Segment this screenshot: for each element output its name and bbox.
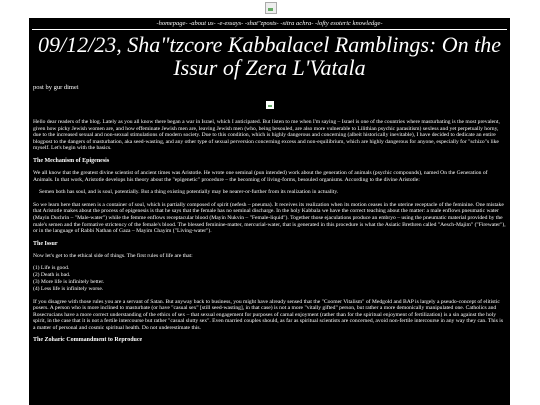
section-heading-issur: The Issur bbox=[33, 240, 58, 247]
section-paragraph: If you disagree with those rules you are a servant of Satan. But anyway back to business, you might have already sensed that the "Coomer Vitalism" of Medgold and BAP is largely a pseudo-concept of elitistic posers. A person who is more inclined to masturbate (or have "casual sex" [still seed-wasting], in that case) is not a more "vitally gifted" person, but rather a more demonically manipulated one. Catholics and Rosecrucians have a more correct understanding of the ethics of sex – that sexual engagement for purposes of carnal enjoyment (rather than for the spiritual enjoyment of fertilization) is a sin against the holy spirit, in the case that it is not a fertile intercourse but rather "casual slutty sex". Even married couples should, as far as spiritual scientists are concerned, avoid non-fertile intercourse in any way they can. This is a matter of personal and cosmic spiritual health. Do not underestimate this. bbox=[33, 298, 503, 331]
aristotle-quote: Semen both has soul, and is soul, potentially. But a thing existing potentially may be nearer-or-further from its realization in actuality. bbox=[39, 189, 339, 196]
post-byline: post by gur dimei bbox=[33, 84, 79, 91]
nav-link-shatzposts[interactable]: -shat"zposts- bbox=[244, 20, 279, 27]
nav-link-homepage[interactable]: -homepage- bbox=[156, 20, 188, 27]
broken-image-icon bbox=[265, 2, 277, 14]
nav-link-e-essays[interactable]: -e-essays- bbox=[217, 20, 244, 27]
list-item: (4) Less life is infinitely worse. bbox=[33, 285, 104, 292]
section-heading-epigenesis: The Mechanism of Epigenesis bbox=[33, 157, 110, 164]
section-heading-zoharic-commandment: The Zoharic Commandment to Reproduce bbox=[33, 337, 143, 344]
nav-link-lofty-esoteric-knowledge[interactable]: -lofty esoteric knowledge- bbox=[315, 20, 383, 27]
list-item: (2) Death is bad. bbox=[33, 272, 71, 279]
section-paragraph: We all know that the greatest divine scientist of ancient times was Aristotle. He wrote one seminal (pun intended) work about the generation of animals (psychic compounds), named On the Generation of Animals. In that work, Aristotle develops his theory about the "epigenetic" procedure – the becoming of living-forms, besouled organisms. According to the divine Aristotle: bbox=[33, 169, 488, 183]
post-intro: Hello dear readers of the blog. Lately as you all know there began a war in Israel, which I anticipated. But listen to me when I'm saying – Israel is one of the countries where masturbating is the most prevalent, given how picky Jewish women are, and how effeminate Jewish men are, leaving Jewish men (who, being besouled, are also more vulnerable to Lilithian psychic parasitism) sexless and yet perpetually horny, due to the increased sexual and non-sexual stimulations of modern society. Due to this condition, which is highly dangerous and concerning (albeit historically inevitable), I have decided to dedicate an entire blogpost to the dangers of masturbation, aka seed-wasting, and any other type of sexual perversion concerning excess and non-equilibrium, which are highly dangerous for anyone, especially for "schizo"s like myself. Let's begin with the basics. bbox=[33, 119, 500, 152]
nav-link-sitra-achra[interactable]: -sitra achra- bbox=[280, 20, 314, 27]
rules-list bbox=[33, 265, 506, 292]
top-navigation bbox=[29, 18, 510, 28]
section-paragraph: So we learn here that semen is a container of soul, which is partially composed of spirit (nefesh – pneuma). It receives its realization when its motion ceases in the uterine receptacle of the feminine. One mistake that Aristotle makes about the process of epigenesis is that he says that the female has no seminal discharge. In the holy Kabbala we have the correct teaching about the matter: a male enflows pneumatic water (Mayin Duchrin – "Male-water") while the femme enflows receptacular blood (Mayin Nukvin – "Female-liquid"). Together those ejaculations produce an embryo – using the pneumatic material provided by the male's semen and the formative strictency of the female's blood. The blessed feminine-matter, mercurial-water, that is generated in this procedure is what the Asiatic Brethren called "Aesch-Majim" ("Firewater"), or in the language of Rabbi Nathan of Gaza – Mayim Chayim ("Living-water"). bbox=[33, 201, 506, 235]
nav-link-about-us[interactable]: -about us- bbox=[189, 20, 216, 27]
list-item: (1) Life is good. bbox=[33, 265, 70, 272]
post-image-placeholder bbox=[266, 101, 274, 109]
section-paragraph: Now let's get to the ethical side of things. The first rules of life are that: bbox=[33, 252, 193, 259]
post-title: 09/12/23, Sha"tzcore Kabbalacel Ramblings: On the Issur of Zera L'Vatala bbox=[37, 32, 502, 80]
blog-page bbox=[29, 18, 510, 405]
divider bbox=[32, 29, 507, 30]
list-item: (3) More life is infinitely better. bbox=[33, 278, 105, 285]
